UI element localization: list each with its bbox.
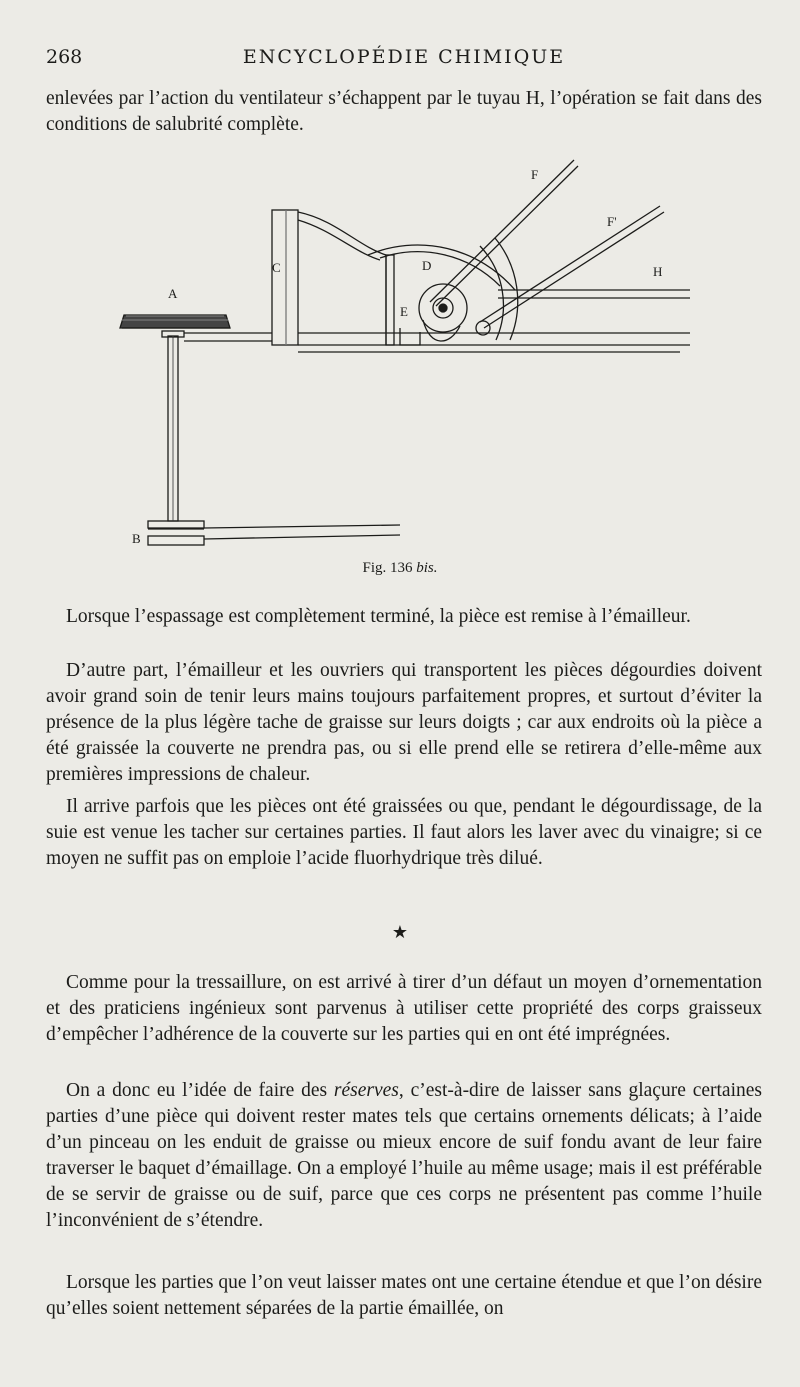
paragraph-continued: enlevées par l’action du ventilateur s’échappent par le tuyau H, l’opération se fait dans des conditions de salubrité complète. (46, 88, 762, 135)
paragraph-3: Il arrive parfois que les pièces ont été graissées ou que, pendant le dégourdissage, de la suie est venue les tacher sur certaines parties. Il faut alors les laver avec du vinaigre; si ce moyen ne suffit pas on emploie l’acide fluorhydrique très dilué. (46, 796, 762, 869)
brush-bristles (120, 315, 230, 328)
paragraph-2: D’autre part, l’émailleur et les ouvriers qui transportent les pièces dégourdies doivent avoir grand soin de tenir leurs mains toujours parfaitement propres, et surtout d’éviter la présence de la plus légère tache de graisse sur leurs doigts ; car aux endroits où la pièce a été graissée la couverte ne prendra pas, ou si elle prend elle se retirera d’elle-même aux premières impressions de chaleur. (46, 660, 762, 785)
running-title: ENCYCLOPÉDIE CHIMIQUE (242, 46, 566, 68)
label-E: E (400, 304, 408, 319)
section-separator-star: ★ (391, 922, 409, 943)
paragraph-4: Comme pour la tressaillure, on est arrivé à tirer d’un défaut un moyen d’ornementation et des praticiens ingénieux sont parvenus à utiliser cette propriété des corps graisseux d’empêcher l’adhérence de la couverte sur les parties qui en ont été imprégnées. (46, 972, 762, 1045)
paragraph-1: Lorsque l’espassage est complètement terminé, la pièce est remise à l’émailleur. (66, 606, 691, 627)
emphasis-reserves: réserves (333, 1080, 399, 1101)
label-B: B (132, 531, 141, 546)
label-A: A (168, 286, 178, 301)
paragraph-6: Lorsque les parties que l’on veut laisser mates ont une certaine étendue et que l’on désire qu’elles soient nettement séparées de la partie émaillée, on (46, 1272, 762, 1319)
figure-caption: Fig. 136 bis. (362, 560, 438, 576)
label-F-prime: F' (607, 214, 617, 229)
page-header (46, 46, 762, 72)
label-C: C (272, 260, 281, 275)
label-D: D (422, 258, 432, 273)
label-F: F (531, 167, 539, 182)
page-number: 268 (46, 46, 83, 68)
paragraph-5: On a donc eu l’idée de faire des réserves, c’est-à-dire de laisser sans glaçure certaines parties d’une pièce qui doivent rester mates tels que certains ornements délicats; à l’aide d’un pinceau on les enduit de graisse ou mieux encore de suif fondu avant de leur faire traverser le baquet d’émaillage. On a employé l’huile au même usage; mais il est préférable de se servir de graisse ou de suif, parce que ces corps ne présentent pas comme l’huile l’inconvénient de s’étendre. (46, 1080, 762, 1231)
figure-136-bis (100, 150, 740, 570)
label-H: H (653, 264, 663, 279)
